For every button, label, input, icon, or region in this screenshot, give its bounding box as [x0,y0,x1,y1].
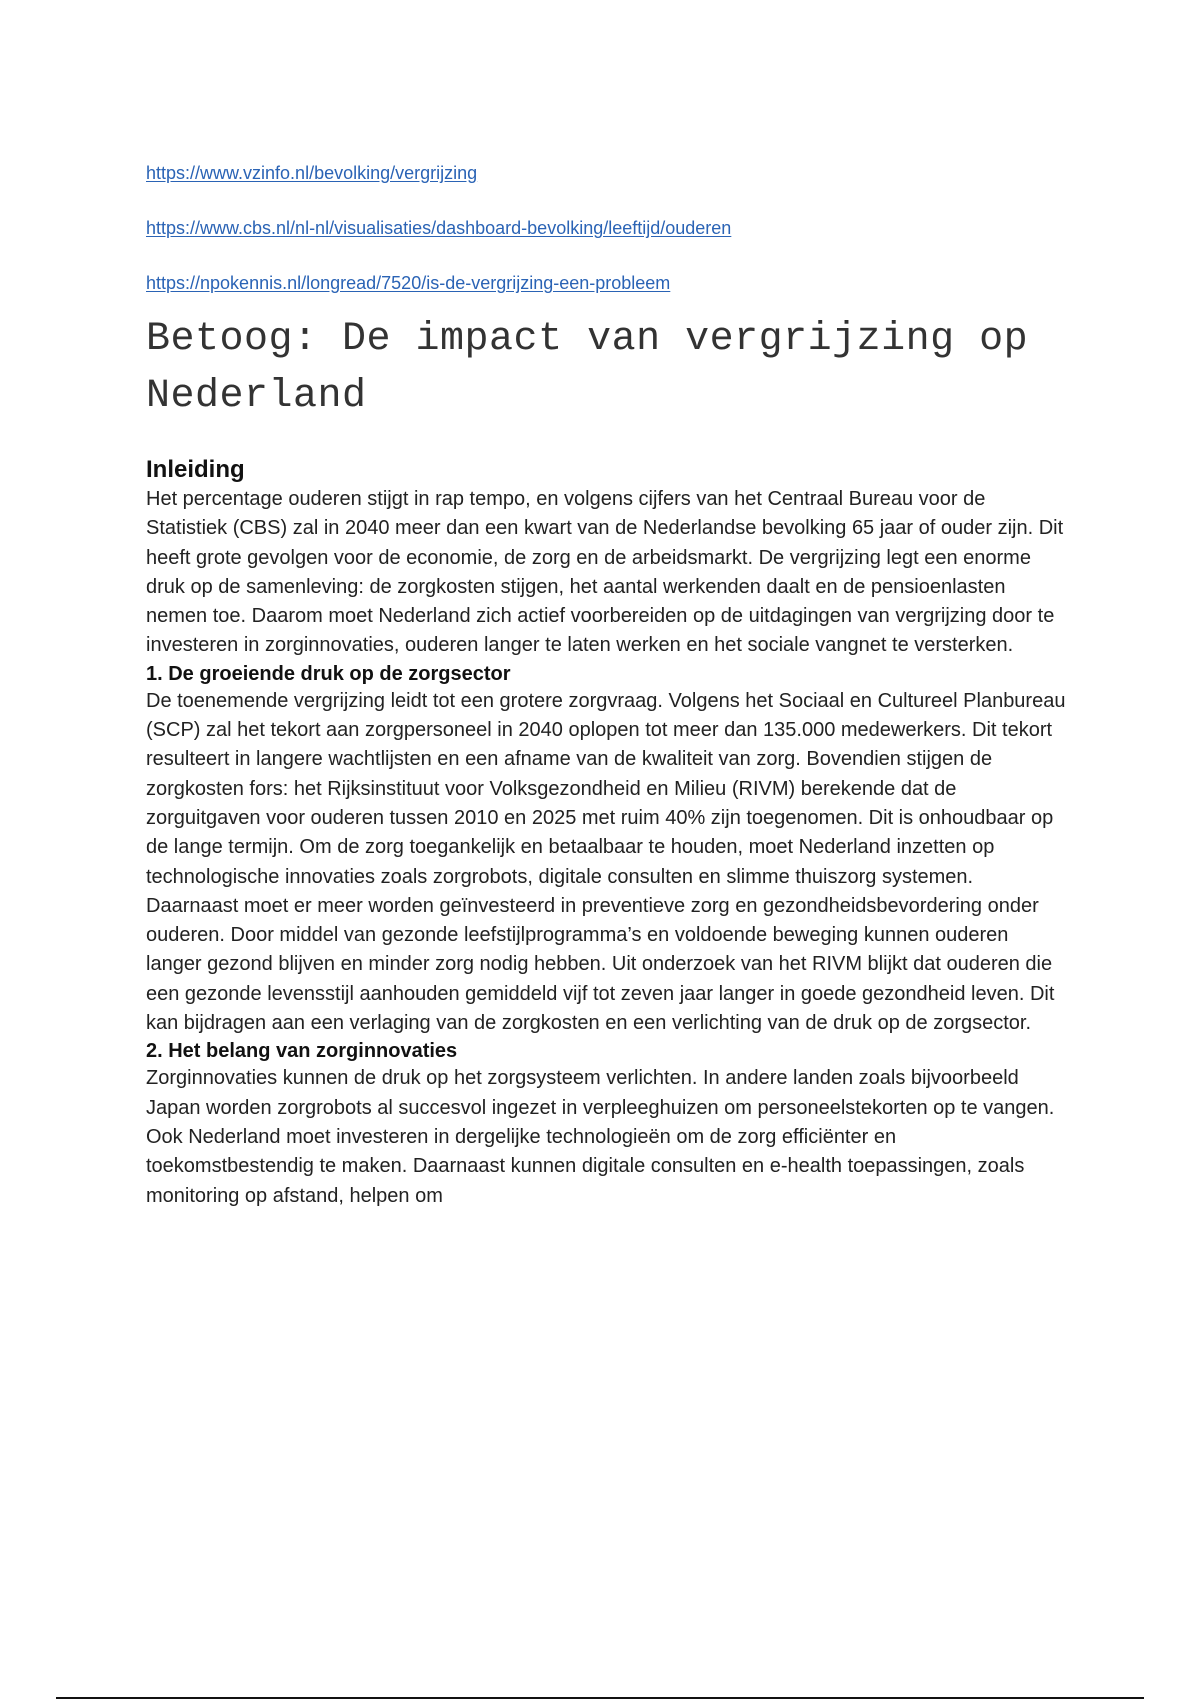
document-page [146,160,1066,1211]
section-1-paragraph-1: De toenemende vergrijzing leidt tot een grotere zorgvraag. Volgens het Sociaal en Cultureel Planbureau (SCP) zal het tekort aan zorgpersoneel in 2040 oplopen tot meer dan 135.000 medewerkers. Dit tekort resulteert in langere wachtlijsten en een afname van de kwaliteit van zorg. Bovendien stijgen de zorgkosten fors: het Rijksinstituut voor Volksgezondheid en Milieu (RIVM) berekende dat de zorguitgaven voor ouderen tussen 2010 en 2025 met ruim 40% zijn toegenomen. Dit is onhoudbaar op de lange termijn. Om de zorg toegankelijk en betaalbaar te houden, moet Nederland inzetten op technologische innovaties zoals zorgrobots, digitale consulten en slimme thuiszorg systemen. [146,689,1066,888]
section-2-paragraph-1: Zorginnovaties kunnen de druk op het zorgsysteem verlichten. In andere landen zoals bijvoorbeeld Japan worden zorgrobots al succesvol ingezet in verpleeghuizen om personeelstekorten op te vangen. Ook Nederland moet investeren in dergelijke technologieën om de zorg efficiënter en toekomstbestendig te maken. Daarnaast kunnen digitale consulten en e-health toepassingen, zoals monitoring op afstand, helpen om [146,1067,1055,1207]
link-cbs[interactable]: https://www.cbs.nl/nl-nl/visualisaties/dashboard-bevolking/leeftijd/ouderen [146,218,732,238]
section-2-heading: 2. Het belang van zorginnovaties [146,1040,458,1063]
link-npokennis[interactable]: https://npokennis.nl/longread/7520/is-de-vergrijzing-een-probleem [146,273,671,293]
document-title: Betoog: De impact van vergrijzing op Nederland [146,317,1029,419]
intro-paragraph: Het percentage ouderen stijgt in rap tempo, en volgens cijfers van het Centraal Bureau voor de Statistiek (CBS) zal in 2040 meer dan een kwart van de Nederlandse bevolking 65 jaar of ouder zijn. Dit heeft grote gevolgen voor de economie, de zorg en de arbeidsmarkt. De vergrijzing legt een enorme druk op de samenleving: de zorgkosten stijgen, het aantal werkenden daalt en de pensioenlasten nemen toe. Daarom moet Nederland zich actief voorbereiden op de uitdagingen van vergrijzing door te investeren in zorginnovaties, ouderen langer te laten werken en het sociale vangnet te versterken. [146,488,1064,657]
intro-heading: Inleiding [146,456,245,483]
section-1-paragraph-2: Daarnaast moet er meer worden geïnvesteerd in preventieve zorg en gezondheidsbevordering onder ouderen. Door middel van gezonde leefstijlprogramma’s en voldoende beweging kunnen ouderen langer gezond blijven en minder zorg nodig hebben. Uit onderzoek van het RIVM blijkt dat ouderen die een gezonde levensstijl aanhouden gemiddeld vijf tot zeven jaar langer in goede gezondheid leven. Dit kan bijdragen aan een verlaging van de zorgkosten en een verlichting van de druk op de zorgsector. [146,894,1055,1035]
source-links [146,160,1066,296]
section-1-heading: 1. De groeiende druk op de zorgsector [146,662,511,685]
link-vzinfo[interactable]: https://www.vzinfo.nl/bevolking/vergrijzing [146,163,478,183]
page-bottom-divider [56,1697,1144,1699]
